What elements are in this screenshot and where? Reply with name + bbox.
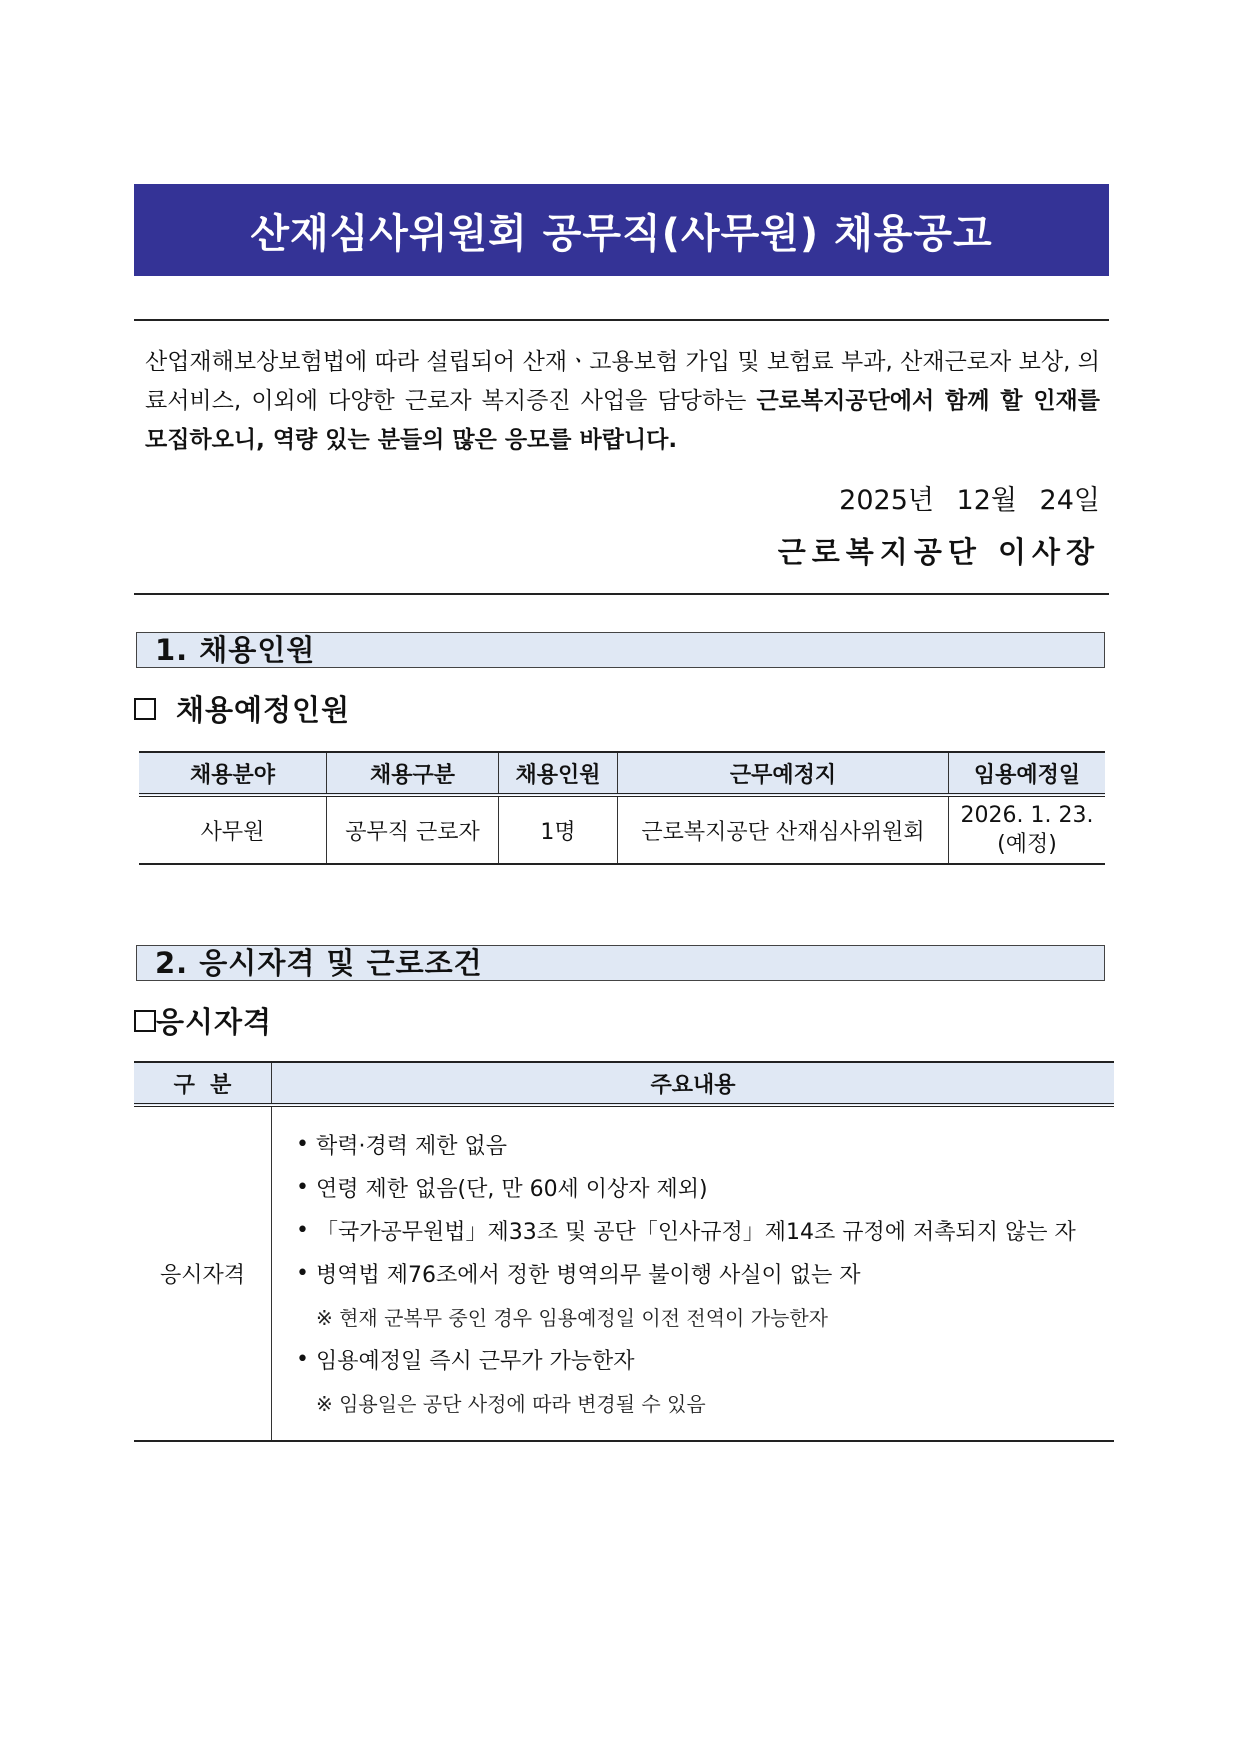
subheading-text: 응시자격	[156, 1005, 273, 1039]
header-start-date: 임용예정일	[949, 752, 1106, 795]
list-item-text: 임용예정일 즉시 근무가 가능한자	[316, 1349, 635, 1374]
subheading-eligibility	[134, 1000, 272, 1041]
table-row	[134, 1105, 1114, 1441]
subheading-planned-hires	[134, 688, 350, 729]
cell-eligibility-content	[272, 1105, 1115, 1441]
start-date-note: (예정)	[997, 832, 1057, 857]
checkbox-square-icon	[134, 698, 156, 720]
table-row	[139, 795, 1105, 864]
list-item	[296, 1166, 1114, 1209]
signer-name: 근로복지공단 이사장	[777, 535, 1100, 569]
bullet-dot-icon: •	[296, 1132, 309, 1157]
cell-count: 1명	[499, 795, 618, 864]
header-count: 채용인원	[499, 752, 618, 795]
header-location: 근무예정지	[618, 752, 949, 795]
section-heading-eligibility: 2. 응시자격 및 근로조건	[136, 945, 1105, 981]
table-header-row	[134, 1062, 1114, 1105]
cell-location: 근로복지공단 산재심사위원회	[618, 795, 949, 864]
list-note: ※ 임용일은 공단 사정에 따라 변경될 수 있음	[316, 1392, 706, 1416]
eligibility-table	[134, 1061, 1114, 1442]
header-field: 채용분야	[139, 752, 327, 795]
list-item-text: 학력·경력 제한 없음	[316, 1134, 507, 1159]
header-type: 채용구분	[327, 752, 499, 795]
announcement-title: 산재심사위원회 공무직(사무원) 채용공고	[134, 184, 1109, 276]
checkbox-square-icon	[134, 1010, 156, 1032]
list-item	[296, 1123, 1114, 1166]
start-date-value: 2026. 1. 23.	[960, 803, 1094, 828]
announcement-date: 2025년 12월 24일	[839, 485, 1100, 516]
list-item	[296, 1338, 1114, 1381]
hiring-table	[139, 751, 1105, 865]
header-category: 구 분	[134, 1062, 272, 1105]
header-main-content: 주요내용	[272, 1062, 1115, 1105]
cell-start-date	[949, 795, 1106, 864]
cell-eligibility-label: 응시자격	[134, 1105, 272, 1441]
cell-field: 사무원	[139, 795, 327, 864]
list-item	[296, 1209, 1114, 1252]
table-header-row	[139, 752, 1105, 795]
divider-bottom	[134, 593, 1109, 595]
bullet-dot-icon: •	[296, 1347, 309, 1372]
eligibility-list	[296, 1123, 1114, 1424]
list-item-text: 「국가공무원법」제33조 및 공단「인사규정」제14조 규정에 저촉되지 않는 자	[316, 1220, 1076, 1245]
list-item-text: 연령 제한 없음(단, 만 60세 이상자 제외)	[316, 1177, 708, 1202]
bullet-dot-icon: •	[296, 1261, 309, 1286]
cell-type: 공무직 근로자	[327, 795, 499, 864]
intro-text: 산업재해보상보험법에 따라 설립되어 산재ㆍ고용보험 가입 및 보험료 부과, 산재근로자 보상, 의료서비스, 이외에 다양한 근로자 복지증진 사업을 담당하는	[145, 349, 1100, 414]
intro-bold-text: 근로복지공단에서 함께 할 인재를 모집하오니, 역량 있는 분들의 많은 응모를 바랍니다.	[145, 388, 1100, 453]
divider-top	[134, 319, 1109, 321]
intro-paragraph	[145, 343, 1100, 460]
list-item	[296, 1252, 1114, 1295]
subheading-text: 채용예정인원	[176, 693, 351, 727]
bullet-dot-icon: •	[296, 1175, 309, 1200]
bullet-dot-icon: •	[296, 1218, 309, 1243]
list-note: ※ 현재 군복무 중인 경우 임용예정일 이전 전역이 가능한자	[316, 1306, 828, 1330]
section-heading-recruitment: 1. 채용인원	[136, 632, 1105, 668]
list-item-text: 병역법 제76조에서 정한 병역의무 불이행 사실이 없는 자	[316, 1263, 861, 1288]
